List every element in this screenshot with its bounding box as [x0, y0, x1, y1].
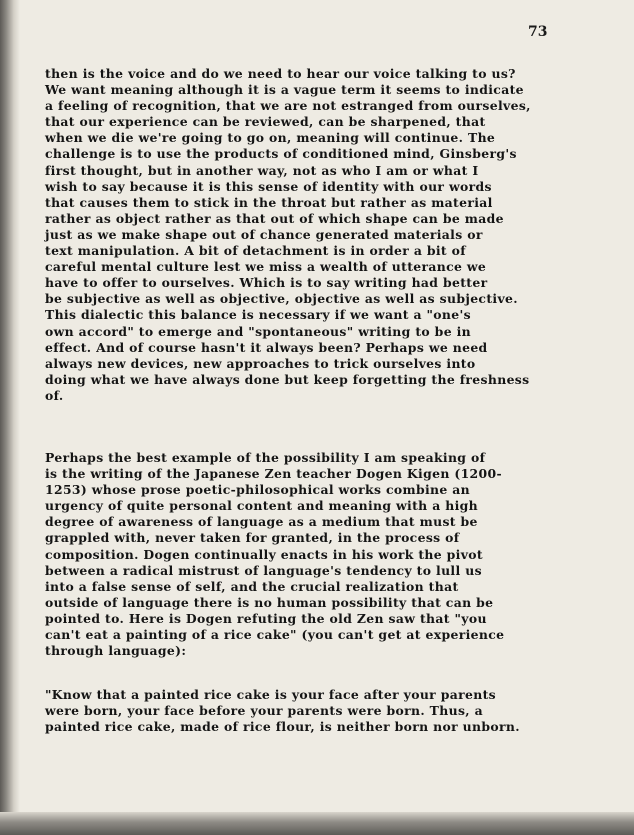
- text-line: grappled with, never taken for granted, in the process of: [45, 530, 460, 546]
- text-line: "Know that a painted rice cake is your face after your parents: [45, 687, 496, 702]
- text-line: can't eat a painting of a rice cake" (you can't get at experience: [45, 627, 505, 643]
- text-line: rather as object rather as that out of which shape can be made: [45, 210, 504, 226]
- text-line: doing what we have always done but keep forgetting the freshness: [45, 371, 530, 387]
- page-number: 73: [528, 24, 548, 40]
- text-line: effect. And of course hasn't it always been? Perhaps we need: [45, 339, 488, 355]
- text-line: just as we make shape out of chance generated materials or: [45, 226, 483, 242]
- text-line: composition. Dogen continually enacts in his work the pivot: [45, 546, 483, 562]
- text-line: between a radical mistrust of language's tendency to lull us: [45, 562, 482, 578]
- text-line: a feeling of recognition, that we are not estranged from ourselves,: [45, 98, 531, 114]
- text-line: careful mental culture lest we miss a wealth of utterance we: [45, 259, 487, 275]
- text-line: This dialectic this balance is necessary if we want a "one's: [45, 307, 471, 323]
- paragraph-dogen-kigen: [45, 450, 627, 659]
- page-bottom-edge: [0, 812, 634, 835]
- text-line: is the writing of the Japanese Zen teacher Dogen Kigen (1200-: [45, 466, 502, 482]
- text-line: own accord" to emerge and "spontaneous" writing to be in: [45, 323, 472, 339]
- text-line: text manipulation. A bit of detachment is in order a bit of: [45, 243, 466, 259]
- text-line: that our experience can be reviewed, can be sharpened, that: [45, 114, 486, 130]
- text-line: first thought, but in another way, not as who I am or what I: [45, 162, 479, 178]
- text-line: urgency of quite personal content and meaning with a high: [45, 498, 479, 514]
- text-line: have to offer to ourselves. Which is to say writing had better: [45, 275, 488, 291]
- text-line: We want meaning although it is a vague term it seems to indicate: [45, 82, 524, 98]
- paragraph-voice-and-meaning: [45, 66, 627, 404]
- text-line: were born, your face before your parents were born. Thus, a: [45, 703, 483, 719]
- text-line: then is the voice and do we need to hear our voice talking to us?: [45, 66, 516, 81]
- text-line: 1253) whose prose poetic-philosophical works combine an: [45, 482, 471, 498]
- text-line: into a false sense of self, and the crucial realization that: [45, 578, 459, 594]
- text-line: Perhaps the best example of the possibility I am speaking of: [45, 450, 486, 465]
- text-line: degree of awareness of language as a medium that must be: [45, 514, 478, 530]
- paragraph-rice-cake-quote: [45, 687, 627, 735]
- text-line: painted rice cake, made of rice flour, is neither born nor unborn.: [45, 719, 520, 735]
- text-line: always new devices, new approaches to trick ourselves into: [45, 355, 476, 371]
- text-line: be subjective as well as objective, objective as well as subjective.: [45, 291, 518, 307]
- text-line: through language):: [45, 643, 187, 659]
- text-line: of.: [45, 387, 64, 403]
- text-line: that causes them to stick in the throat but rather as material: [45, 194, 493, 210]
- text-line: pointed to. Here is Dogen refuting the old Zen saw that "you: [45, 610, 487, 626]
- text-line: challenge is to use the products of conditioned mind, Ginsberg's: [45, 146, 517, 162]
- text-line: when we die we're going to go on, meaning will continue. The: [45, 130, 496, 146]
- text-line: wish to say because it is this sense of identity with our words: [45, 178, 492, 194]
- book-gutter-shadow: [0, 0, 20, 835]
- text-line: outside of language there is no human possibility that can be: [45, 594, 494, 610]
